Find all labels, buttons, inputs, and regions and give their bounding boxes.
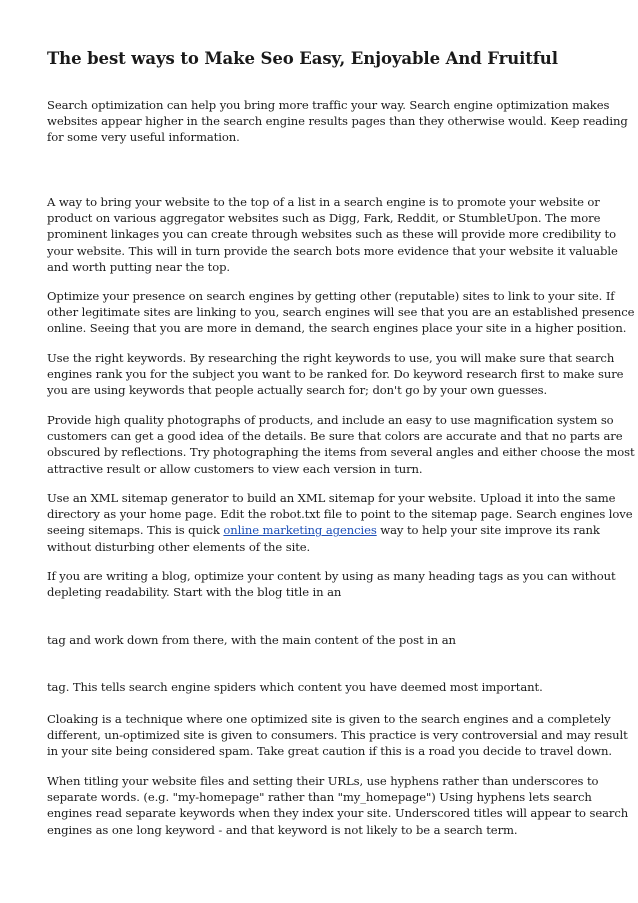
text-line: your website. This will in turn provide the search bots more evidence that your website it valuable [47, 243, 618, 258]
paragraph-spiders [47, 679, 595, 695]
text-line: Provide high quality photographs of products, and include an easy to use magnification system so [47, 413, 614, 427]
text-line: directory as your home page. Edit the robot.txt file to point to the sitemap page. Search engines love [47, 507, 633, 522]
paragraph-keywords [47, 350, 624, 399]
text-line: depleting readability. Start with the blog title in an [47, 585, 342, 600]
text-line: other legitimate sites are linking to you, search engines will see that you are an established presence [47, 305, 635, 320]
text-line: without disturbing other elements of the site. [47, 539, 311, 554]
paragraph-aggregators [47, 194, 618, 275]
text-line: When titling your website files and setting their URLs, use hyphens rather than underscores to [47, 774, 599, 788]
text-line: prominent linkages you can create through websites such as these will provide more credibility to [47, 227, 616, 242]
document-title: The best ways to Make Seo Easy, Enjoyable And Fruitful [47, 49, 558, 68]
text-line: tag. This tells search engine spiders which content you have deemed most important. [47, 680, 543, 694]
text-line: engines as one long keyword - and that keyword is not likely to be a search term. [47, 822, 518, 837]
paragraph-backlinks [47, 288, 635, 337]
text-line: Optimize your presence on search engines by getting other (reputable) sites to link to your site. If [47, 289, 615, 303]
paragraph-cloaking [47, 711, 628, 760]
paragraph-photographs [47, 412, 635, 477]
text-line: tag and work down from there, with the main content of the post in an [47, 633, 456, 647]
text-line: customers can get a good idea of the details. Be sure that colors are accurate and that no parts are [47, 429, 623, 444]
text-line: obscured by reflections. Try photographing the items from several angles and either choose the most [47, 445, 635, 460]
text-line: product on various aggregator websites such as Digg, Fark, Reddit, or StumbleUpon. The more [47, 211, 601, 226]
paragraph-blog-headings [47, 568, 616, 600]
text-line: for some very useful information. [47, 130, 240, 145]
text-segment: way to help your site improve its rank [376, 523, 600, 538]
text-line: in your site being considered spam. Take great caution if this is a road you decide to travel down. [47, 744, 612, 759]
text-line: different, un-optimized site is given to consumers. This practice is very controversial and may result [47, 728, 628, 743]
online-marketing-agencies-link[interactable]: online marketing agencies [223, 523, 377, 538]
text-line: separate words. (e.g. "my-homepage" rather than "my_homepage") Using hyphens lets search [47, 790, 592, 805]
paragraph-sitemap [47, 490, 633, 555]
text-line-with-link [47, 522, 600, 538]
text-line: online. Seeing that you are more in demand, the search engines place your site in a higher position. [47, 321, 627, 336]
paragraph-intro [47, 97, 628, 146]
text-line: Use the right keywords. By researching the right keywords to use, you will make sure that search [47, 351, 615, 365]
text-line: websites appear higher in the search engine results pages than they otherwise would. Keep reading [47, 114, 628, 129]
text-line: A way to bring your website to the top of a list in a search engine is to promote your website or [47, 195, 600, 209]
text-line: Cloaking is a technique where one optimized site is given to the search engines and a completely [47, 712, 611, 726]
paragraph-heading-tag [47, 632, 595, 648]
text-segment: seeing sitemaps. This is quick [47, 523, 224, 538]
text-line: and worth putting near the top. [47, 259, 231, 274]
paragraph-hyphens [47, 773, 629, 838]
text-line: If you are writing a blog, optimize your content by using as many heading tags as you can without [47, 569, 616, 583]
text-line: Use an XML sitemap generator to build an XML sitemap for your website. Upload it into the same [47, 491, 616, 505]
text-line: engines read separate keywords when they index your site. Underscored titles will appear to search [47, 806, 629, 821]
text-line: engines rank you for the subject you want to be ranked for. Do keyword research first to make sure [47, 367, 624, 382]
text-line: attractive result or allow customers to view each version in turn. [47, 461, 423, 476]
text-line: Search optimization can help you bring more traffic your way. Search engine optimization makes [47, 98, 610, 112]
text-line: you are using keywords that people actually search for; don't go by your own guesses. [47, 383, 548, 398]
